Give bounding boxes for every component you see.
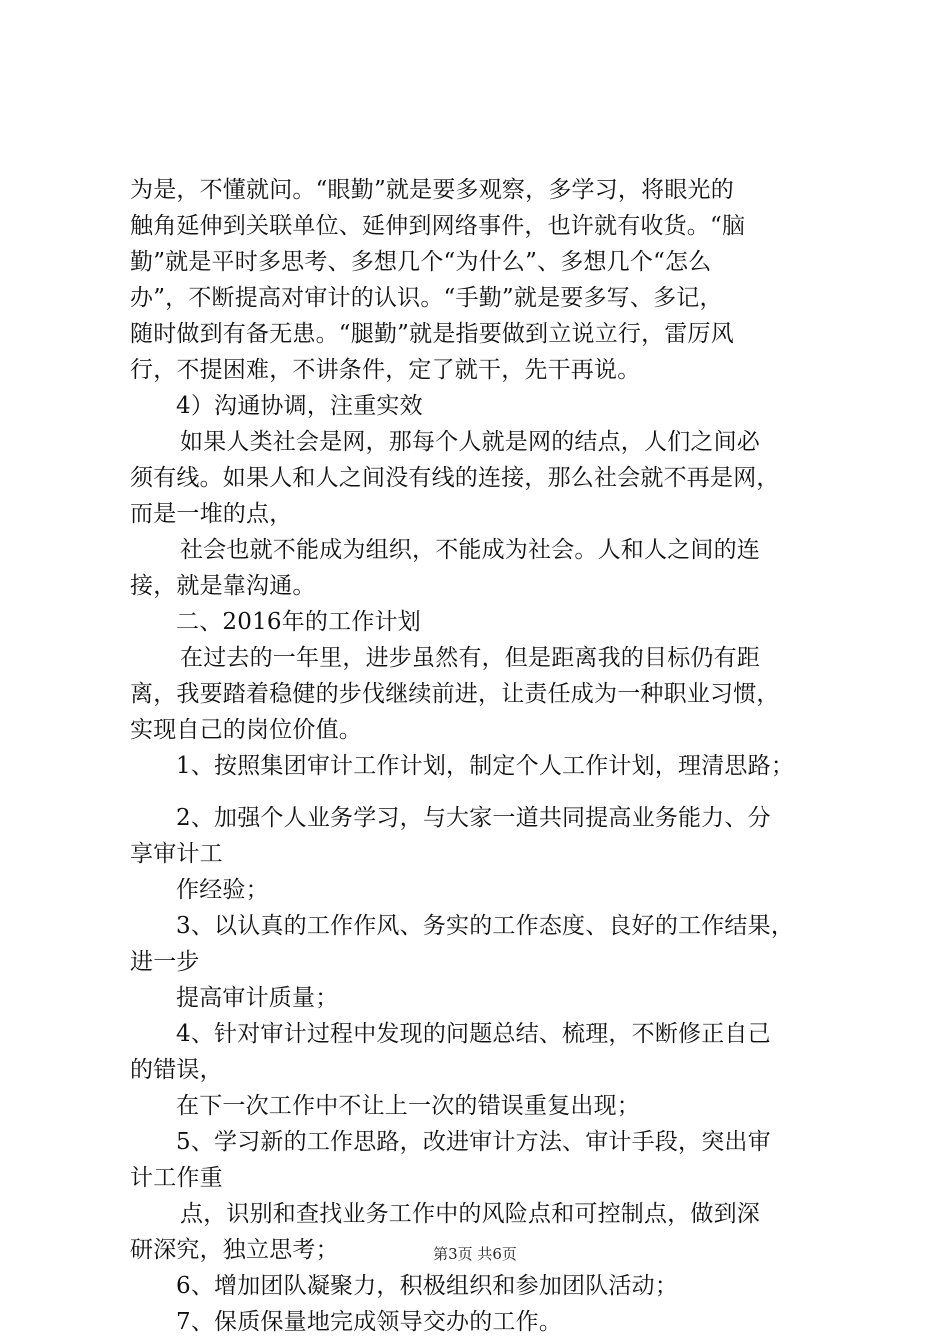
text-line: 计工作重 bbox=[130, 1165, 223, 1191]
text-line: 接，就是靠沟通。 bbox=[130, 573, 316, 599]
text-line: 行，不提困难，不讲条件，定了就干，先干再说。 bbox=[130, 357, 641, 383]
text-line: 作经验； bbox=[176, 877, 269, 903]
section-heading: 4）沟通协调，注重实效 bbox=[176, 393, 423, 419]
text-line: 离，我要踏着稳健的步伐继续前进，让责任成为一种职业习惯， bbox=[130, 681, 780, 707]
plan-item: 3、以认真的工作作风、务实的工作态度、良好的工作结果， bbox=[176, 913, 795, 939]
text-line: 为是，不懂就问。“眼勤”就是要多观察，多学习，将眼光的 bbox=[130, 177, 734, 203]
paragraph-start: 如果人类社会是网，那每个人就是网的结点，人们之间必 bbox=[180, 429, 760, 455]
text-line: 勤”就是平时多思考、多想几个“为什么”、多想几个“怎么 bbox=[130, 249, 712, 275]
text-line: 研深究，独立思考； bbox=[130, 1237, 339, 1263]
text-line: 办”，不断提高对审计的认识。“手勤”就是要多写、多记， bbox=[130, 285, 723, 311]
blank-gap bbox=[130, 784, 830, 800]
paragraph-start: 社会也就不能成为组织，不能成为社会。人和人之间的连 bbox=[180, 537, 760, 563]
text-line: 提高审计质量； bbox=[176, 985, 339, 1011]
plan-item: 6、增加团队凝聚力，积极组织和参加团队活动； bbox=[176, 1273, 679, 1299]
text-line: 须有线。如果人和人之间没有线的连接，那么社会就不再是网， bbox=[130, 465, 780, 491]
plan-item: 1、按照集团审计工作计划，制定个人工作计划，理清思路； bbox=[176, 753, 795, 779]
plan-item: 2、加强个人业务学习，与大家一道共同提高业务能力、分 bbox=[176, 805, 771, 831]
document-body bbox=[130, 172, 830, 1340]
text-line: 在下一次工作中不让上一次的错误重复出现； bbox=[176, 1093, 640, 1119]
plan-item: 7、保质保量地完成领导交办的工作。 bbox=[176, 1309, 563, 1335]
text-line: 随时做到有备无患。“腿勤”就是指要做到立说立行，雷厉风 bbox=[130, 321, 734, 347]
text-line: 点，识别和查找业务工作中的风险点和可控制点，做到深 bbox=[180, 1201, 760, 1227]
section-heading: 二、2016年的工作计划 bbox=[176, 609, 421, 635]
plan-item: 4、针对审计过程中发现的问题总结、梳理，不断修正自己 bbox=[176, 1021, 771, 1047]
text-line: 的错误， bbox=[130, 1057, 223, 1083]
text-line: 享审计工 bbox=[130, 841, 223, 867]
paragraph-start: 在过去的一年里，进步虽然有，但是距离我的目标仍有距 bbox=[180, 645, 760, 671]
text-line: 而是一堆的点， bbox=[130, 501, 293, 527]
text-line: 触角延伸到关联单位、延伸到网络事件，也许就有收货。“脑 bbox=[130, 213, 746, 239]
text-line: 进一步 bbox=[130, 949, 200, 975]
plan-item: 5、学习新的工作思路，改进审计方法、审计手段，突出审 bbox=[176, 1129, 771, 1155]
page-number-footer: 第3页 共6页 bbox=[433, 1245, 517, 1263]
text-line: 实现自己的岗位价值。 bbox=[130, 717, 362, 743]
